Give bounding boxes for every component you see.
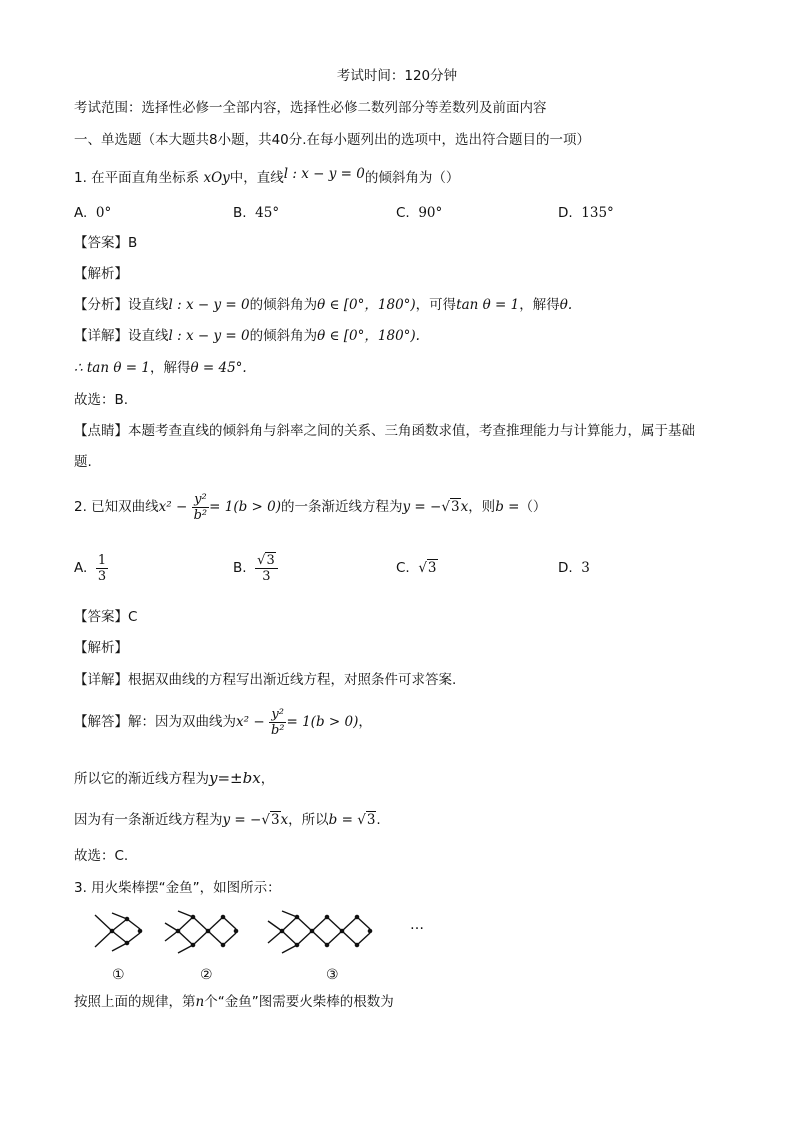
q3-stem: 3. 用火柴棒摆“金鱼”，如图所示： (74, 880, 281, 896)
q2-fraction: $\frac{\text{y²}}{\text{b²}}$ (193, 491, 208, 523)
q1-option-b: B. 45° (233, 205, 280, 221)
q1-comment-line2: 题. (74, 454, 92, 470)
q2-option-b: B. $\frac{√3}{3}$ (233, 551, 278, 585)
goldfish-2 (165, 911, 238, 953)
q2-stem: 2. 已知双曲线x² − $\frac{\text{y²}}{\text{b²}}$ = 1(b > 0)的一条渐近线方程为y = −√3x，则b =（） (74, 491, 547, 523)
q2-analysis-label: 【解析】 (74, 640, 128, 656)
exam-time: 考试时间：120分钟 (336, 68, 458, 84)
q1-option-a: A. 0° (74, 205, 112, 221)
q2-option-a: A. $\frac{1}{3}$ (74, 552, 107, 584)
q2-option-c: C. √3 (396, 560, 437, 576)
q1-step: ∴ tan θ = 1，解得θ = 45°. (74, 360, 247, 376)
q2-choose: 故选：C. (74, 848, 129, 864)
q1-fenxi: 【分析】设直线l : x − y = 0的倾斜角为θ ∈ [0°，180°)，可得tan θ = 1，解得θ. (74, 297, 573, 313)
q1-stem: 1. 在平面直角坐标系 xOy中，直线l : x − y = 0的倾斜角为（） (74, 166, 460, 186)
goldfish-ellipsis: … (410, 917, 424, 933)
section-title: 一、单选题（本大题共8小题，共40分.在每小题列出的选项中，选出符合题目的一项） (74, 132, 591, 148)
q1-choose: 故选：B. (74, 392, 129, 408)
q2-conclusion: 因为有一条渐近线方程为y = −√3x，所以b = √3. (74, 812, 381, 828)
q3-rule: 按照上面的规律，第n个“金鱼”图需要火柴棒的根数为 (74, 994, 394, 1010)
q2-asymptote-line: 所以它的渐近线方程为y=±bx， (74, 769, 275, 787)
q1-comment-line1: 【点睛】本题考查直线的倾斜角与斜率之间的关系、三角函数求值，考查推理能力与计算能力，属于基础 (74, 423, 695, 439)
goldfish-label-1: ① (112, 967, 125, 983)
goldfish-svg (90, 905, 450, 965)
goldfish-1 (95, 913, 142, 951)
q1-option-d: D. 135° (558, 205, 614, 221)
goldfish-label-3: ③ (326, 967, 339, 983)
q2-xiangjie: 【详解】根据双曲线的方程写出渐近线方程，对照条件可求答案. (74, 672, 457, 688)
q2-jieda: 【解答】解：因为双曲线为x² − $\frac{\text{y²}}{\text{b²}}$ = 1(b > 0)， (74, 706, 372, 738)
q2-option-d: D. 3 (558, 560, 590, 576)
q2-answer: 【答案】C (74, 609, 138, 625)
exam-scope: 考试范围：选择性必修一全部内容，选择性必修二数列部分等差数列及前面内容 (74, 100, 547, 116)
goldfish-label-2: ② (200, 967, 213, 983)
q1-analysis-label: 【解析】 (74, 266, 128, 282)
matchstick-goldfish-figure (90, 905, 450, 983)
goldfish-3 (268, 911, 372, 953)
q1-option-c: C. 90° (396, 205, 443, 221)
q1-xiangjie: 【详解】设直线l : x − y = 0的倾斜角为θ ∈ [0°，180°). (74, 328, 420, 344)
q1-answer: 【答案】B (74, 235, 138, 251)
q2-sqrt: √3 (441, 499, 460, 515)
